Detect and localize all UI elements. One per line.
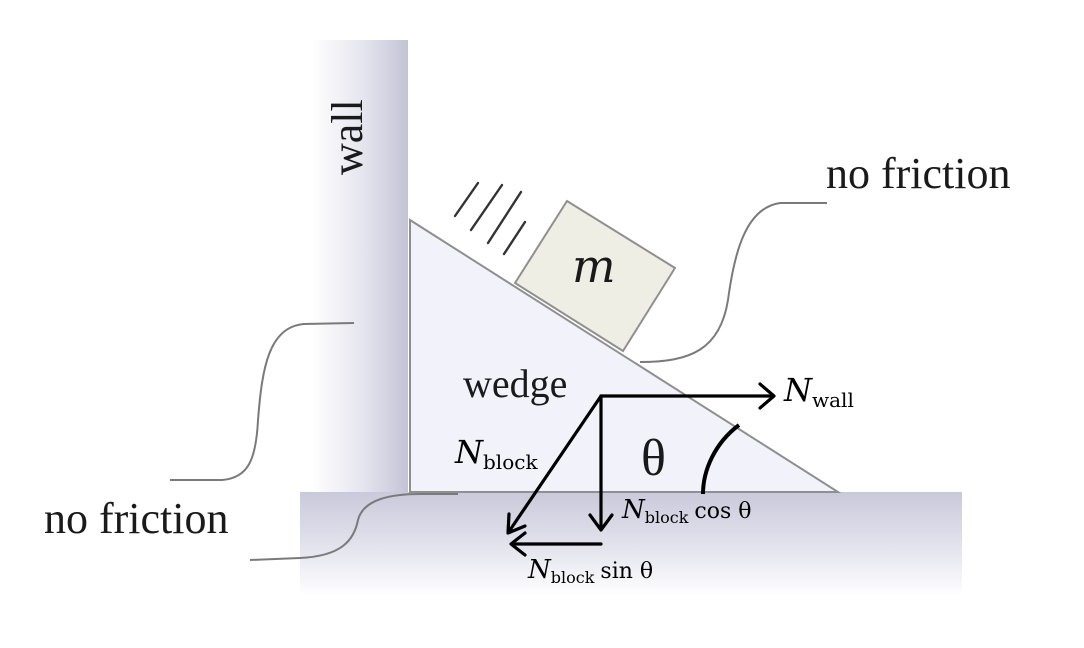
- n-wall-label: Nwall: [784, 371, 854, 412]
- n-block-label: Nblock: [455, 433, 538, 474]
- friction-label-bottom: no friction: [44, 494, 229, 543]
- angle-label: θ: [641, 430, 666, 487]
- leader-top: [640, 203, 827, 362]
- friction-label-top: no friction: [826, 149, 1011, 198]
- mass-label: m: [572, 239, 616, 293]
- wall-label: wall: [323, 99, 372, 175]
- n-block-sin-label: Nblock sin θ: [528, 555, 654, 587]
- motion-lines: [455, 183, 525, 254]
- n-block-cos-label: Nblock cos θ: [622, 495, 752, 527]
- wedge-label: wedge: [463, 361, 568, 406]
